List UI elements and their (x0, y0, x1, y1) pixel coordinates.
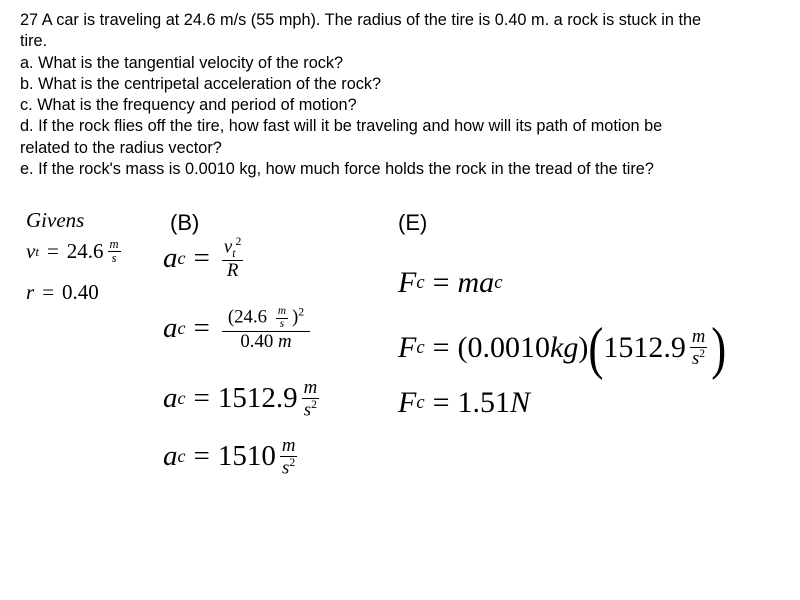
var-f: F (398, 266, 417, 299)
num: m (277, 305, 286, 317)
unit-fraction (108, 238, 121, 265)
equals: = (432, 331, 450, 364)
var-v: v (26, 239, 36, 264)
var-a: a (163, 440, 178, 473)
value: 24.6 (234, 306, 268, 328)
equals: = (193, 382, 210, 415)
num: m (691, 326, 706, 348)
equals: = (432, 386, 450, 419)
s: s (282, 457, 290, 479)
equals: = (193, 242, 210, 275)
var-ma: ma (457, 266, 495, 299)
var-r: r (26, 280, 35, 304)
den: s (111, 251, 117, 266)
value: 24.6 (66, 239, 104, 264)
givens-title: Givens (26, 208, 85, 232)
unit-fraction (302, 378, 320, 420)
question-line: b. What is the centripetal acceleration of the rock? (20, 74, 382, 93)
sub-c: c (416, 337, 425, 358)
sub-c: c (177, 446, 186, 467)
exponent: 2 (311, 397, 317, 411)
num: m (281, 435, 296, 456)
equation-e2: F c = ( 0.0010 kg ) ( 1512.9 $\frac{m}{s^2}$ ) (398, 315, 727, 381)
den (282, 457, 295, 478)
sub-c: c (177, 248, 186, 269)
question-line: a. What is the tangential velocity of the rock? (20, 53, 344, 72)
value: 0.40 (62, 280, 99, 304)
question-line: e. If the rock's mass is 0.0010 kg, how much force holds the rock in the tread of the tire? (20, 160, 654, 179)
part-e-label: (E) (398, 210, 428, 235)
var-f: F (398, 386, 417, 419)
part-b-label: (B) (170, 210, 200, 235)
equals: = (46, 239, 59, 264)
num: m (303, 377, 318, 398)
sub-c: c (416, 272, 425, 293)
unit-kg: kg (550, 331, 579, 364)
equation-e3 (398, 386, 530, 420)
unit-n: N (510, 386, 531, 419)
sub-c: c (416, 392, 425, 413)
given-velocity (26, 238, 125, 265)
unit-fraction (276, 306, 288, 331)
sub-c: c (177, 318, 186, 339)
unit-fraction (690, 327, 707, 368)
var-v: v (223, 236, 233, 258)
value: 1512.9 (217, 382, 298, 415)
unit-fraction (280, 436, 298, 478)
num: m (109, 237, 119, 251)
sub-t: t (35, 243, 39, 259)
fraction (222, 306, 310, 352)
value: 0.40 (240, 330, 274, 352)
equation-b1 (163, 236, 247, 281)
question-line: c. What is the frequency and period of motion? (20, 96, 357, 115)
s: s (303, 399, 312, 421)
den: R (226, 260, 239, 282)
given-radius (26, 280, 99, 305)
exponent: 2 (289, 455, 296, 469)
unit: m (278, 330, 292, 352)
var-a: a (163, 312, 178, 345)
equation-b4 (163, 436, 301, 478)
equals: = (193, 312, 210, 345)
den (240, 332, 291, 352)
num: (24.6 $\frac{m}{s}$ )$^2$ (222, 306, 310, 332)
equals: = (193, 440, 210, 473)
sub-t: t (232, 247, 236, 261)
var-f: F (398, 331, 417, 364)
sub-c: c (177, 388, 186, 409)
value: 1510 (217, 440, 276, 473)
question-line: 27 A car is traveling at 24.6 m/s (55 mph). The radius of the tire is 0.40 m. a rock is stuck in the (20, 11, 702, 29)
equals: = (432, 266, 450, 299)
s: s (692, 348, 700, 370)
num (222, 236, 243, 261)
value: 1.51 (457, 386, 511, 419)
den (304, 399, 317, 420)
var-a: a (163, 382, 178, 415)
accel-value: 1512.9 (603, 331, 686, 364)
question-text (20, 10, 790, 180)
den: s (279, 317, 285, 330)
question-line: d. If the rock flies off the tire, how fast will it be traveling and how will its path of motion be (20, 117, 663, 136)
den (692, 348, 705, 369)
equation-b2 (163, 306, 314, 352)
equals: = (42, 280, 55, 304)
fraction (222, 236, 243, 281)
mass-value: 0.0010 (467, 331, 551, 364)
exponent: 2 (699, 347, 706, 360)
exponent: 2 (235, 235, 242, 248)
var-a: a (163, 242, 178, 275)
equation-b3 (163, 378, 323, 420)
exponent: 2 (298, 305, 305, 319)
question-line: related to the radius vector? (20, 138, 222, 157)
question-line: tire. (20, 32, 48, 51)
sub-c: c (494, 272, 503, 293)
equation-e1 (398, 266, 502, 300)
